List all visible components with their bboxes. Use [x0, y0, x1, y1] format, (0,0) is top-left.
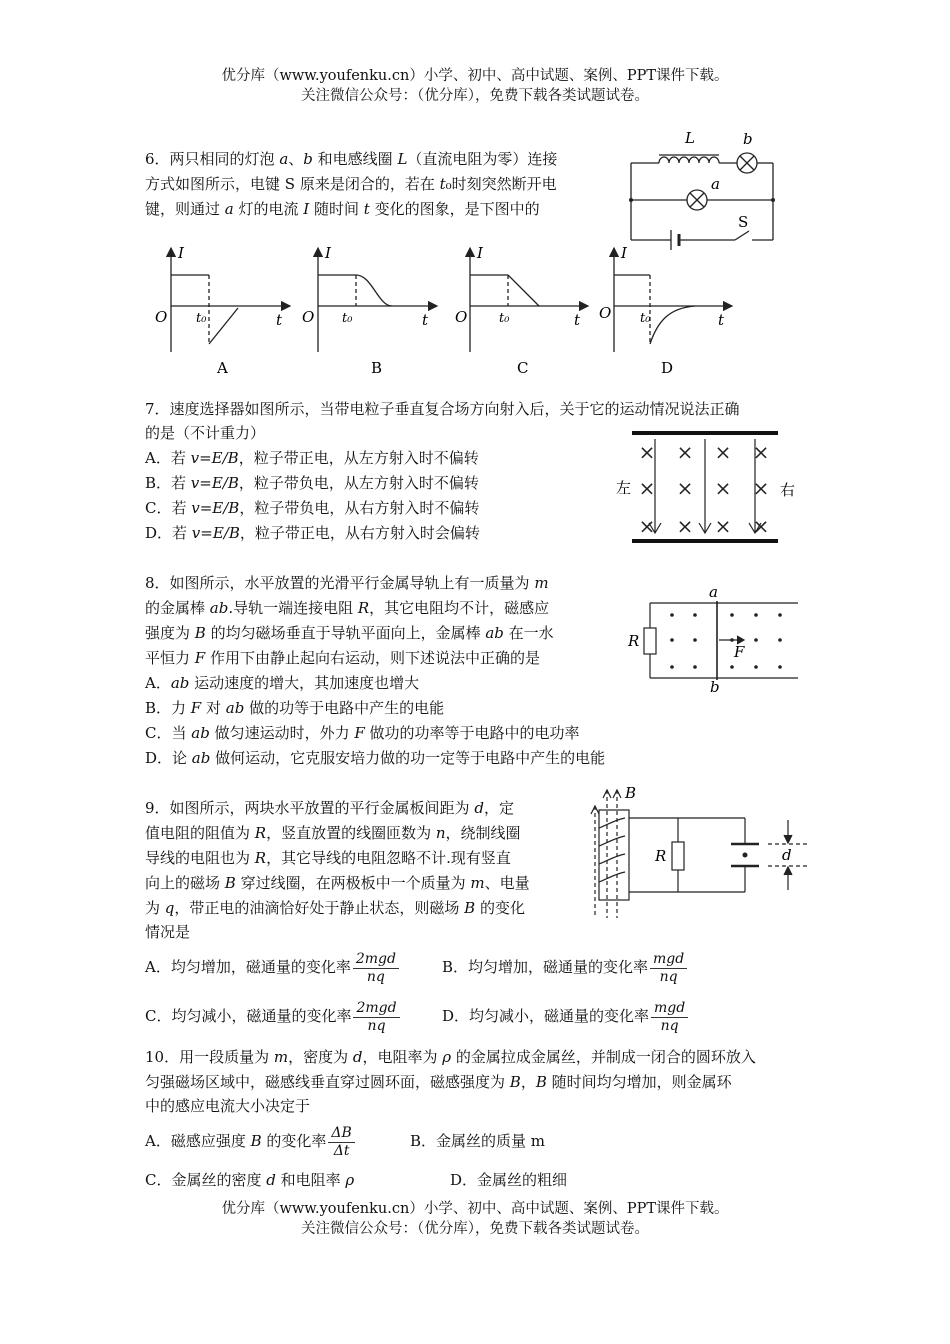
- footer-line-1: 优分库（www.youfenku.cn）小学、初中、高中试题、案例、PPT课件下载。: [221, 1201, 729, 1217]
- q9-option-a: A．均匀增加，磁通量的变化率 $\frac{\text{2mgd}}{nq}$: [145, 948, 401, 986]
- q6-circuit-diagram: [625, 125, 785, 255]
- graph-b-t-label: t: [422, 311, 429, 329]
- q6-line-2: 方式如图所示，电键 S 原来是闭合的，若在 t₀时刻突然断开电: [145, 175, 557, 193]
- graph-d: [599, 244, 732, 377]
- fraction: $\frac{\text{mgd}}{nq}$: [650, 951, 687, 986]
- rail-label-a: a: [709, 583, 718, 601]
- fig-label-right: 右: [780, 481, 796, 499]
- coil-label-b: B: [625, 784, 637, 802]
- q7-option-d: D．若 v=E/B，粒子带正电，从右方射入时会偏转: [145, 524, 480, 542]
- footer: [0, 1199, 950, 1239]
- graph-b: [302, 244, 437, 377]
- q9-line-5: 为 q，带正电的油滴恰好处于静止状态，则磁场 B 的变化: [145, 899, 525, 917]
- q6-graph-options: [150, 240, 750, 385]
- q8-line-2: 的金属棒 ab.导轨一端连接电阻 R，其它电阻均不计，磁感应: [145, 599, 550, 617]
- q10-option-a: A．磁感应强度 B 的变化率 $\frac{\Delta B}{\Delta t}$: [145, 1122, 357, 1160]
- rail-label-r: R: [628, 632, 640, 650]
- svg-text:×: ×: [714, 440, 732, 464]
- graph-c-label: C: [517, 359, 529, 377]
- graph-d-i-label: I: [621, 244, 627, 262]
- q9-option-c: C．均匀减小，磁通量的变化率 $\frac{\text{2mgd}}{nq}$: [145, 997, 402, 1035]
- q7-option-c: C．若 v=E/B，粒子带负电，从右方射入时不偏转: [145, 499, 480, 517]
- q8-option-c: C．当 ab 做匀速运动时，外力 F 做功的功率等于电路中的电功率: [145, 724, 580, 742]
- fig-label-left: 左: [616, 479, 632, 497]
- q7-option-a: A．若 v=E/B，粒子带正电，从左方射入时不偏转: [145, 449, 479, 467]
- fraction: $\frac{\text{2mgd}}{nq}$: [353, 1000, 399, 1035]
- svg-text:×: ×: [752, 476, 770, 500]
- q8-line-4: 平恒力 F 作用下由静止起向右运动，则下述说法中正确的是: [145, 649, 540, 667]
- graph-c-t-label: t: [574, 311, 581, 329]
- graph-b-t0-label: t₀: [342, 311, 353, 326]
- q8-rail-diagram: [620, 583, 805, 695]
- q9-line-3: 导线的电阻也为 R，其它导线的电阻忽略不计.现有竖直: [145, 849, 511, 867]
- q8-option-a: A．ab 运动速度的增大，其加速度也增大: [145, 674, 420, 692]
- svg-text:×: ×: [676, 514, 694, 538]
- q8-line-3: 强度为 B 的均匀磁场垂直于导轨平面向上，金属棒 ab 在一水: [145, 624, 554, 642]
- rail-label-f: F: [734, 643, 745, 661]
- graph-d-origin-label: O: [599, 304, 612, 322]
- svg-text:×: ×: [638, 514, 656, 538]
- q8-option-b: B．力 F 对 ab 做的功等于电路中产生的电能: [145, 699, 445, 717]
- q9-line-2: 值电阻的阻值为 R，竖直放置的线圈匝数为 n，绕制线圈: [145, 824, 521, 842]
- svg-text:×: ×: [752, 440, 770, 464]
- q10-line-2: 匀强磁场区域中，磁感线垂直穿过圆环面，磁感强度为 B，B 随时间均匀增加，则金属环: [145, 1073, 732, 1091]
- q9-line-1: 9．如图所示，两块水平放置的平行金属板间距为 d，定: [145, 799, 514, 817]
- fraction: $\frac{\text{2mgd}}{nq}$: [353, 951, 399, 986]
- graph-b-i-label: I: [325, 244, 331, 262]
- svg-text:×: ×: [638, 440, 656, 464]
- coil-label-r: R: [655, 847, 667, 865]
- graph-c-i-label: I: [477, 244, 483, 262]
- svg-text:×: ×: [638, 476, 656, 500]
- q6-line-1: 6．两只相同的灯泡 a、b 和电感线圈 L（直流电阻为零）连接: [145, 150, 558, 168]
- rail-label-b: b: [710, 678, 720, 695]
- svg-text:×: ×: [676, 440, 694, 464]
- q7-velocity-selector-diagram: [610, 425, 805, 550]
- q7-line-2: 的是（不计重力）: [145, 424, 266, 442]
- graph-d-t0-label: t₀: [640, 311, 651, 326]
- footer-line-2: 关注微信公众号：（优分库），免费下载各类试题试卷。: [301, 1221, 649, 1237]
- graph-d-t-label: t: [718, 311, 725, 329]
- graph-a-t-label: t: [276, 311, 283, 329]
- fraction: $\frac{\text{mgd}}{nq}$: [651, 1000, 688, 1035]
- graph-a: [155, 244, 290, 377]
- svg-text:×: ×: [714, 476, 732, 500]
- graph-a-i-label: I: [178, 244, 184, 262]
- circuit-label-b: b: [743, 130, 753, 148]
- q8-line-1: 8．如图所示，水平放置的光滑平行金属导轨上有一质量为 m: [145, 574, 549, 592]
- graph-a-origin-label: O: [155, 308, 168, 326]
- q10-line-1: 10．用一段质量为 m，密度为 d，电阻率为 ρ 的金属拉成金属丝，并制成一闭合的圆环放入: [145, 1048, 756, 1066]
- svg-text:×: ×: [714, 514, 732, 538]
- graph-d-label: D: [661, 359, 674, 377]
- coil-label-d: d: [782, 846, 792, 864]
- q7-option-b: B．若 v=E/B，粒子带负电，从左方射入时不偏转: [145, 474, 479, 492]
- svg-text:×: ×: [752, 514, 770, 538]
- header: [0, 66, 950, 106]
- q9-option-b: B．均匀增加，磁通量的变化率 $\frac{\text{mgd}}{nq}$: [442, 948, 689, 986]
- q9-coil-capacitor-diagram: [585, 780, 810, 920]
- fraction: $\frac{\Delta B}{\Delta t}$: [328, 1125, 354, 1160]
- graph-c-origin-label: O: [455, 308, 468, 326]
- circuit-label-s: S: [738, 213, 749, 231]
- q8-option-d: D．论 ab 做何运动，它克服安培力做的功一定等于电路中产生的电能: [145, 749, 606, 767]
- circuit-label-L: L: [685, 129, 695, 147]
- graph-b-origin-label: O: [302, 308, 315, 326]
- graph-a-t0-label: t₀: [196, 311, 207, 326]
- q10-option-c: C．金属丝的密度 d 和电阻率 ρ: [145, 1171, 355, 1189]
- q9-line-4: 向上的磁场 B 穿过线圈，在两极板中一个质量为 m、电量: [145, 874, 530, 892]
- q7-line-1: 7．速度选择器如图所示，当带电粒子垂直复合场方向射入后，关于它的运动情况说法正确: [145, 400, 740, 418]
- graph-c-t0-label: t₀: [499, 311, 510, 326]
- q10-line-3: 中的感应电流大小决定于: [145, 1097, 311, 1115]
- q9-line-6: 情况是: [145, 923, 191, 941]
- q10-option-b: B．金属丝的质量 m: [410, 1132, 546, 1150]
- header-line-1: 优分库（www.youfenku.cn）小学、初中、高中试题、案例、PPT课件下载。: [221, 68, 729, 84]
- q10-option-d: D．金属丝的粗细: [450, 1171, 568, 1189]
- q9-option-d: D．均匀减小，磁通量的变化率 $\frac{\text{mgd}}{nq}$: [442, 997, 690, 1035]
- graph-a-label: A: [217, 359, 228, 377]
- graph-c: [455, 244, 588, 377]
- graph-b-label: B: [371, 359, 383, 377]
- q6-line-3: 键，则通过 a 灯的电流 I 随时间 t 变化的图象，是下图中的: [145, 200, 540, 218]
- circuit-label-a: a: [711, 175, 720, 193]
- header-line-2: 关注微信公众号：（优分库），免费下载各类试题试卷。: [301, 88, 649, 104]
- svg-text:×: ×: [676, 476, 694, 500]
